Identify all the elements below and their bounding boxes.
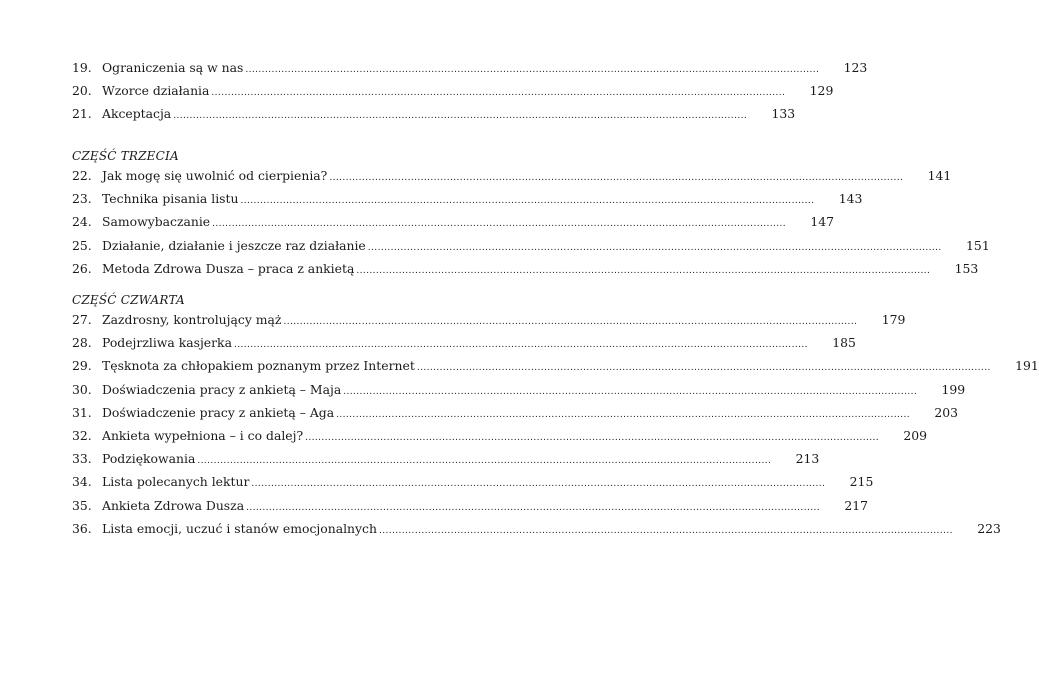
toc-entry-title: Ankieta Zdrowa Dusza [102,497,245,513]
toc-entry [72,520,1001,544]
toc-leader-dots [366,243,942,253]
toc-leader-dots [303,433,879,443]
section-heading: CZĘŚĆ TRZECIA [72,149,179,163]
toc-entry-number: 21. [72,106,92,122]
toc-leader-dots [377,526,953,536]
toc-entry-page: 123 [843,60,868,75]
toc-entry-page: 179 [881,312,906,327]
toc-leader-dots [209,88,785,98]
toc-entry-number: 26. [72,260,92,276]
toc-entry-title: Podziękowania [102,451,196,467]
toc-entry-page: 203 [934,404,959,420]
toc-entry [72,404,959,428]
toc-entry-page: 147 [810,214,835,230]
toc-leader-dots [354,266,930,276]
toc-entry-page: 129 [809,83,834,99]
toc-entry-title: Akceptacja [102,106,172,122]
toc-entry-title: Zazdrosny, kontrolujący mąż [102,312,282,327]
toc-entry-number: 23. [72,191,92,207]
toc-entry-number: 27. [72,312,92,327]
toc-leader-dots [281,317,857,327]
toc-entry [72,358,1039,381]
toc-entry-title: Lista emocji, uczuć i stanów emocjonalnych [102,520,377,536]
toc-leader-dots [334,410,910,420]
toc-entry-page: 217 [844,497,869,513]
toc-entry [72,312,906,335]
toc-entry [72,381,966,405]
toc-leader-dots [232,340,808,350]
toc-entry-number: 35. [72,497,92,513]
toc-entry-number: 19. [72,60,92,75]
toc-entry-page: 141 [927,168,952,183]
toc-entry-number: 33. [72,451,92,467]
toc-entry-page: 143 [838,191,863,207]
section-heading: CZĘŚĆ CZWARTA [72,293,185,307]
toc-entry-page: 185 [832,335,856,351]
toc-leader-dots [244,503,820,513]
toc-entry-title: Lista polecanych lektur [102,474,250,490]
toc-entry-number: 24. [72,214,92,230]
toc-entry-title: Jak mogę się uwolnić od cierpienia? [102,168,328,183]
toc-entry-page: 153 [954,260,979,276]
toc-entry [72,335,856,358]
toc-entry [72,427,928,451]
toc-section-part-four [72,290,1039,544]
toc-entry [72,60,868,83]
toc-section-part-three [72,146,990,284]
toc-entry [72,83,834,106]
toc-entry-page: 215 [849,474,874,490]
toc-entry-title: Działanie, działanie i jeszcze raz działanie [102,237,366,253]
toc-entry-number: 29. [72,358,92,374]
toc-entry-number: 20. [72,83,92,99]
toc-entry-page: 133 [771,106,796,122]
toc-entry [72,106,796,129]
toc-entry [72,237,990,261]
toc-entry-title: Ankieta wypełniona – i co dalej? [102,427,304,443]
toc-entry-number: 22. [72,168,92,183]
toc-entry-page: 191 [1015,358,1039,374]
toc-entry-page: 213 [795,451,820,467]
toc-entry-title: Podejrzliwa kasjerka [102,335,232,351]
toc-entry [72,168,952,191]
toc-leader-dots [195,456,771,466]
toc-entry-number: 30. [72,381,92,397]
toc-entry-title: Ograniczenia są w nas [102,60,244,75]
toc-entry-number: 28. [72,335,92,351]
toc-entry-title: Tęsknota za chłopakiem poznanym przez Internet [102,358,415,374]
toc-entry-number: 32. [72,427,92,443]
toc-entry [72,260,979,284]
toc-entry-number: 31. [72,404,92,420]
toc-leader-dots [238,196,814,206]
toc-leader-dots [243,65,819,75]
toc-leader-dots [171,111,747,121]
toc-entry-title: Metoda Zdrowa Dusza – praca z ankietą [102,260,355,276]
toc-entry-page: 151 [966,237,990,253]
toc-entry-title: Samowybaczanie [102,214,211,230]
toc-leader-dots [249,479,825,489]
toc-entry [72,191,863,214]
toc-entry-title: Technika pisania listu [102,191,239,207]
toc-section-continuation [72,60,868,130]
toc-entry-page: 209 [903,427,928,443]
toc-entry-title: Doświadczenie pracy z ankietą – Aga [102,404,335,420]
toc-entry [72,474,874,497]
toc-entry [72,497,869,521]
toc-entry-page: 199 [941,381,966,397]
toc-entry [72,451,820,474]
toc-entry-number: 36. [72,520,92,536]
toc-entry [72,214,835,237]
toc-leader-dots [341,387,917,397]
toc-leader-dots [415,363,991,373]
toc-entry-title: Wzorce działania [102,83,210,99]
toc-entry-number: 25. [72,237,92,253]
toc-leader-dots [210,219,786,229]
toc-entry-number: 34. [72,474,92,490]
toc-entry-title: Doświadczenia pracy z ankietą – Maja [102,381,342,397]
toc-leader-dots [327,173,903,183]
toc-entry-page: 223 [977,520,1001,536]
